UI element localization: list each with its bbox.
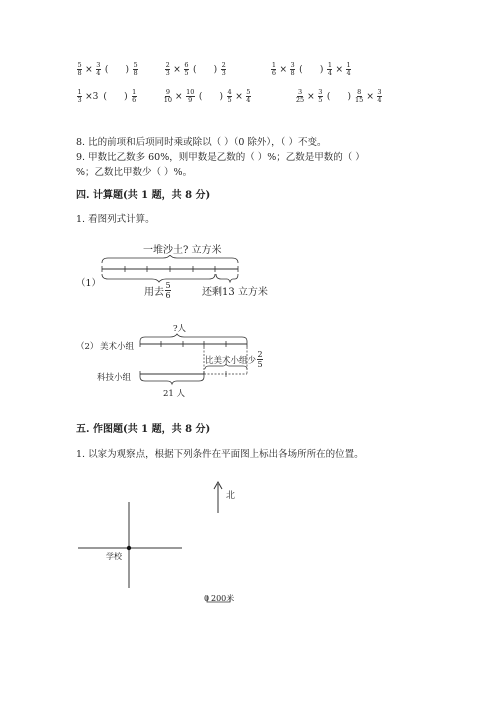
operator: ×: [175, 91, 183, 102]
section-5-question-1: 1. 以家为观察点，根据下列条件在平面图上标出各场所所在的位置。: [76, 449, 364, 460]
scale-zero-label: 0: [204, 594, 210, 603]
compare-problem: [295, 89, 383, 104]
fraction: $\frac{4}{5}$: [227, 88, 232, 104]
figure-2-tech-count: 21 人: [163, 389, 186, 399]
figure-2-question-label: ?人: [173, 324, 187, 334]
section-4-question-1: 1. 看图列式计算。: [76, 214, 155, 225]
answer-blank[interactable]: ( ): [326, 91, 352, 102]
compare-problem: [270, 62, 352, 77]
question-8: 8. 比的前项和后项同时乘或除以（ ）（0 除外），（ ）不变。: [76, 137, 327, 148]
operator: ×: [335, 64, 344, 75]
figure-2-tech-label: 科技小组: [97, 373, 132, 383]
operator: ×3: [85, 91, 99, 102]
fraction: $\frac{2}{3}$: [165, 61, 170, 77]
fraction: $\frac{3}{25}$: [295, 88, 305, 104]
figure-2-less-label: 比美术小组少 $\frac{2}{5}$: [205, 350, 263, 369]
answer-blank[interactable]: ( ): [192, 64, 218, 75]
figure-2-top-brace: [140, 334, 247, 341]
fraction: $\frac{1}{4}$: [346, 61, 351, 77]
operator: ×: [173, 64, 181, 75]
school-label: 学校: [106, 552, 122, 561]
fraction: $\frac{6}{5}$: [184, 61, 189, 77]
figure-1-remain-label: 还剩13 立方米: [202, 287, 268, 298]
fraction: $\frac{3}{8}$: [290, 61, 295, 77]
operator: ×: [307, 91, 315, 102]
north-label: 北: [226, 491, 236, 501]
section-4-title: 四. 计算题(共 1 题，共 8 分): [76, 190, 211, 201]
fraction: $\frac{1}{6}$: [132, 88, 137, 104]
fraction: $\frac{8}{15}$: [355, 88, 364, 104]
fraction: $\frac{9}{10}$: [163, 88, 173, 104]
figure-2-art-label: 美术小组: [100, 342, 135, 352]
fraction: $\frac{3}{4}$: [96, 61, 101, 77]
fraction: $\frac{2}{3}$: [221, 61, 226, 77]
fraction: $\frac{1}{4}$: [327, 61, 332, 77]
answer-blank[interactable]: ( ): [104, 64, 130, 75]
figure-1-top-label: 一堆沙土? 立方米: [143, 245, 222, 256]
fraction: $\frac{1}{6}$: [271, 61, 276, 77]
fraction: $\frac{5}{8}$: [77, 61, 82, 77]
answer-blank[interactable]: ( ): [198, 91, 224, 102]
question-9-line-2: %；乙数比甲数少（ ）%。: [76, 167, 193, 178]
figure-2-label: （2）: [76, 342, 99, 352]
figure-1-remain-brace: [216, 274, 238, 282]
compare-row-1: [76, 62, 352, 77]
figure-2-tech-brace: [140, 377, 204, 384]
question-9-line-1: 9. 甲数比乙数多 60%，则甲数是乙数的（ ）%；乙数是甲数的（ ）: [76, 152, 365, 163]
fraction: $\frac{5}{4}$: [246, 88, 251, 104]
operator: ×: [235, 91, 243, 102]
figure-1-top-brace: [102, 255, 238, 263]
figure-2-diagram: [130, 330, 260, 390]
figure-1-label: （1）: [76, 278, 102, 289]
origin-point-icon: [127, 546, 131, 550]
fraction: $\frac{5}{8}$: [133, 61, 138, 77]
operator: ×: [366, 91, 374, 102]
scale-length-label: 200米: [211, 594, 235, 603]
section-5-title: 五. 作图题(共 1 题，共 8 分): [76, 424, 211, 435]
compare-problem: [76, 89, 138, 104]
compare-problem: [164, 62, 227, 77]
fraction: $\frac{3}{5}$: [318, 88, 323, 104]
compare-problem: [76, 62, 139, 77]
figure-1-used-label: 用去 $\frac{5}{6}$: [144, 281, 171, 300]
figure-2-less-brace: [205, 364, 247, 369]
fraction: $\frac{10}{9}$: [186, 88, 195, 104]
operator: ×: [85, 64, 93, 75]
compare-row-2: [76, 89, 383, 104]
fraction: $\frac{1}{3}$: [77, 88, 82, 104]
answer-blank[interactable]: ( ): [103, 91, 128, 102]
operator: ×: [279, 64, 287, 75]
answer-blank[interactable]: ( ): [299, 64, 324, 75]
compare-problem: [163, 89, 252, 104]
fraction: $\frac{3}{4}$: [377, 88, 382, 104]
